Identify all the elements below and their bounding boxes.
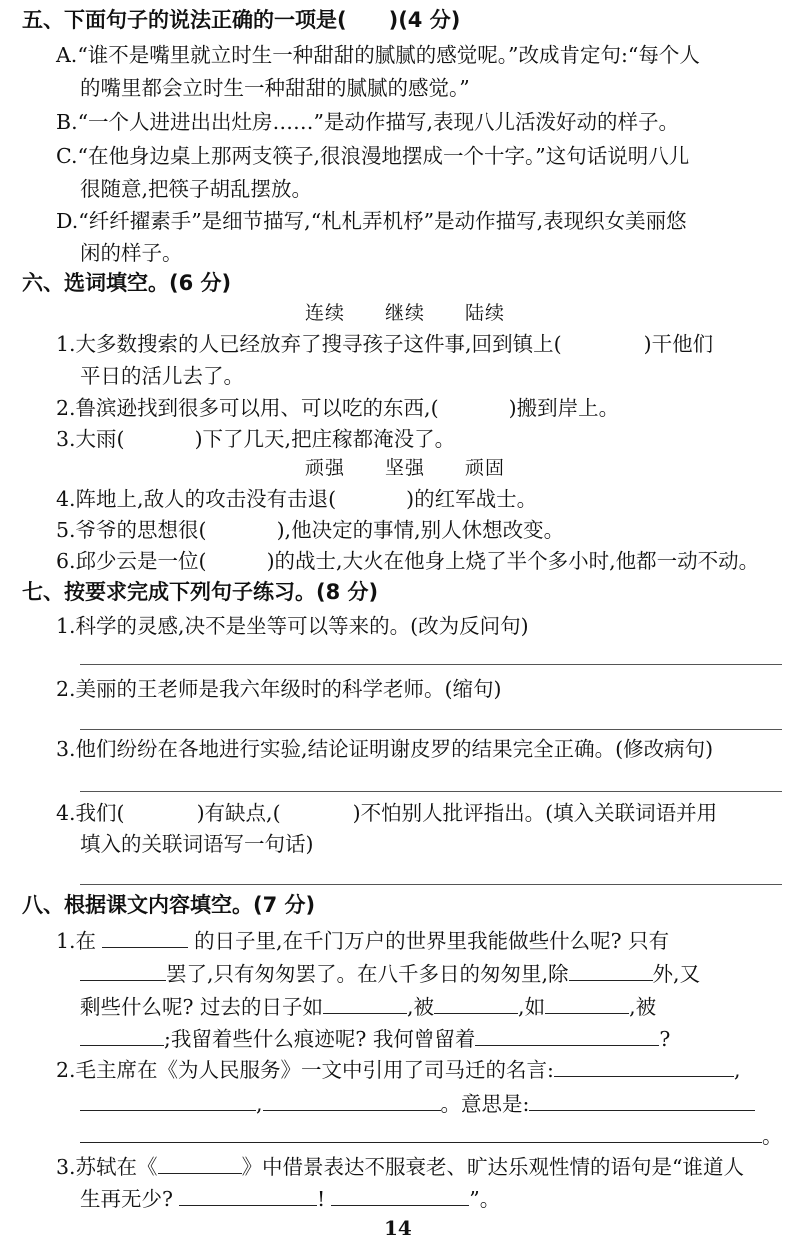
s8-q3-blank1[interactable]: [158, 1155, 242, 1174]
s8-q1-blank3[interactable]: [569, 962, 653, 981]
s8-q3-text4: !: [317, 1187, 326, 1211]
s7-q4-mid: )有缺点,(: [196, 801, 281, 825]
s7-q3: 3.他们纷纷在各地进行实验,结论证明谢皮罗的结果完全正确。(修改病句): [56, 737, 714, 761]
s8-q2-text: 2.毛主席在《为人民服务》一文中引用了司马迁的名言:: [56, 1058, 554, 1082]
s8-q2-comma: ,: [733, 1058, 741, 1082]
s8-q1-line3: [80, 995, 656, 1018]
s7-q4-tail: )不怕别人批评指出。(填入关联词语并用: [352, 801, 718, 825]
s8-q2-line3: [80, 1124, 783, 1147]
s8-q1-blank4[interactable]: [323, 995, 407, 1014]
s7-q1: 1.科学的灵感,决不是坐等可以等来的。(改为反问句): [56, 614, 529, 638]
s8-q1-text3: 罢了,只有匆匆罢了。在八千多日的匆匆里,除: [166, 962, 569, 986]
s6-q4: [56, 489, 537, 510]
s8-q1-blank5[interactable]: [434, 995, 518, 1014]
s6-q2-text: 2.鲁滨逊找到很多可以用、可以吃的东西,(: [56, 396, 439, 420]
s8-q3-text5: ”。: [469, 1187, 501, 1211]
s6-q4-tail: )的红军战士。: [406, 487, 538, 511]
s6-q5: [56, 520, 564, 541]
s8-q1-text10: ?: [659, 1027, 671, 1051]
s6-q3: [56, 429, 455, 450]
s8-q1-text9: ;我留着些什么痕迹呢? 我何曾留着: [164, 1027, 476, 1051]
s8-q2-comma2: ,: [256, 1092, 263, 1116]
s7-q3-answer-line[interactable]: [80, 791, 782, 792]
s5-option-a-line2: 的嘴里都会立时生一种甜甜的腻腻的感觉。”: [80, 76, 470, 100]
s6-q2: [56, 398, 619, 419]
s8-q1-text: 1.在: [56, 929, 97, 953]
s5-option-c-line2: 很随意,把筷子胡乱摆放。: [80, 177, 313, 201]
s7-q4-line1: [56, 803, 717, 824]
s8-q3-blank2[interactable]: [179, 1187, 317, 1206]
s6-q4-text: 4.阵地上,敌人的攻击没有击退(: [56, 487, 337, 511]
page-number: 14: [384, 1216, 412, 1240]
section-6-title: 六、选词填空。(6 分): [22, 271, 232, 295]
s6-q1-text: 1.大多数搜索的人已经放弃了搜寻孩子这件事,回到镇上(: [56, 332, 562, 356]
s8-q3-blank3[interactable]: [331, 1187, 469, 1206]
s6-q2-tail: )搬到岸上。: [508, 396, 620, 420]
s8-q3-line1: [56, 1155, 744, 1178]
s8-q2-blank5[interactable]: [80, 1124, 762, 1143]
s8-q3-text: 3.苏轼在《: [56, 1155, 158, 1179]
s7-q4-text: 4.我们(: [56, 801, 125, 825]
s8-q1-line1: [56, 929, 669, 952]
s8-q3-line2: [80, 1187, 500, 1210]
s7-q2-answer-line[interactable]: [80, 729, 782, 730]
s5-option-d-line2: 闲的样子。: [80, 241, 183, 265]
s8-q2-blank3[interactable]: [263, 1092, 441, 1111]
section-7-title: 七、按要求完成下列句子练习。(8 分): [22, 580, 379, 604]
s8-q1-blank2[interactable]: [80, 962, 166, 981]
s6-q1-tail: )干他们: [643, 332, 714, 356]
s8-q1-blank7[interactable]: [80, 1027, 164, 1046]
s8-q2-period: 。: [762, 1124, 783, 1148]
s8-q3-text2: 》中借景表达不服衰老、旷达乐观性情的语句是“谁道人: [241, 1155, 745, 1179]
s7-q2: 2.美丽的王老师是我六年级时的科学老师。(缩句): [56, 677, 502, 701]
s6-q1-line1: [56, 334, 713, 355]
s8-q1-text6: ,被: [407, 995, 435, 1019]
section-8-title: 八、根据课文内容填空。(7 分): [22, 893, 316, 917]
s5-option-d-line1: D.“纤纤擢素手”是细节描写,“札札弄机杼”是动作描写,表现织女美丽悠: [56, 209, 687, 233]
s7-q1-answer-line[interactable]: [80, 664, 782, 665]
s6-q6-tail: )的战士,大火在他身上烧了半个多小时,他都一动不动。: [266, 549, 760, 573]
section-5-title: 五、下面句子的说法正确的一项是( )(4 分): [22, 8, 461, 32]
s6-q3-text: 3.大雨(: [56, 427, 125, 451]
s5-option-a-line1: A.“谁不是嘴里就立时生一种甜甜的腻腻的感觉呢。”改成肯定句:“每个人: [56, 43, 700, 67]
s6-q6-text: 6.邱少云是一位(: [56, 549, 207, 573]
s8-q3-text3: 生再无少?: [80, 1187, 173, 1211]
s8-q1-blank1[interactable]: [102, 929, 188, 948]
s6-q1-line2: 平日的活儿去了。: [80, 364, 244, 388]
s8-q2-line1: [56, 1058, 741, 1081]
s6-q6: [56, 551, 759, 572]
s8-q1-text8: ,被: [629, 995, 657, 1019]
s6-word-options-1: 连续 继续 陆续: [305, 302, 506, 324]
s6-q5-tail: ),他决定的事情,别人休想改变。: [276, 518, 565, 542]
s8-q1-text5: 剩些什么呢? 过去的日子如: [80, 995, 324, 1019]
s6-q5-text: 5.爷爷的思想很(: [56, 518, 207, 542]
s8-q1-text7: ,如: [518, 995, 546, 1019]
s8-q1-line2: [80, 962, 700, 985]
s8-q2-text2: 。意思是:: [440, 1092, 530, 1116]
s7-q4-answer-line[interactable]: [80, 884, 782, 885]
s8-q2-line2: [80, 1092, 755, 1115]
s8-q1-text4: 外,又: [652, 962, 701, 986]
s8-q2-blank1[interactable]: [554, 1058, 734, 1077]
s5-option-b: B.“一个人进进出出灶房……”是动作描写,表现八儿活泼好动的样子。: [56, 110, 680, 134]
s8-q2-blank2[interactable]: [80, 1092, 256, 1111]
s8-q2-blank4[interactable]: [529, 1092, 755, 1111]
s8-q1-blank8[interactable]: [475, 1027, 659, 1046]
s6-q3-tail: )下了几天,把庄稼都淹没了。: [194, 427, 456, 451]
s7-q4-line2: 填入的关联词语写一句话): [80, 832, 314, 856]
s8-q1-line4: [80, 1027, 670, 1050]
s8-q1-blank6[interactable]: [545, 995, 629, 1014]
s8-q1-text2: 的日子里,在千门万户的世界里我能做些什么呢? 只有: [194, 929, 670, 953]
s6-word-options-2: 顽强 坚强 顽固: [305, 457, 506, 479]
s5-option-c-line1: C.“在他身边桌上那两支筷子,很浪漫地摆成一个十字。”这句话说明八儿: [56, 144, 690, 168]
